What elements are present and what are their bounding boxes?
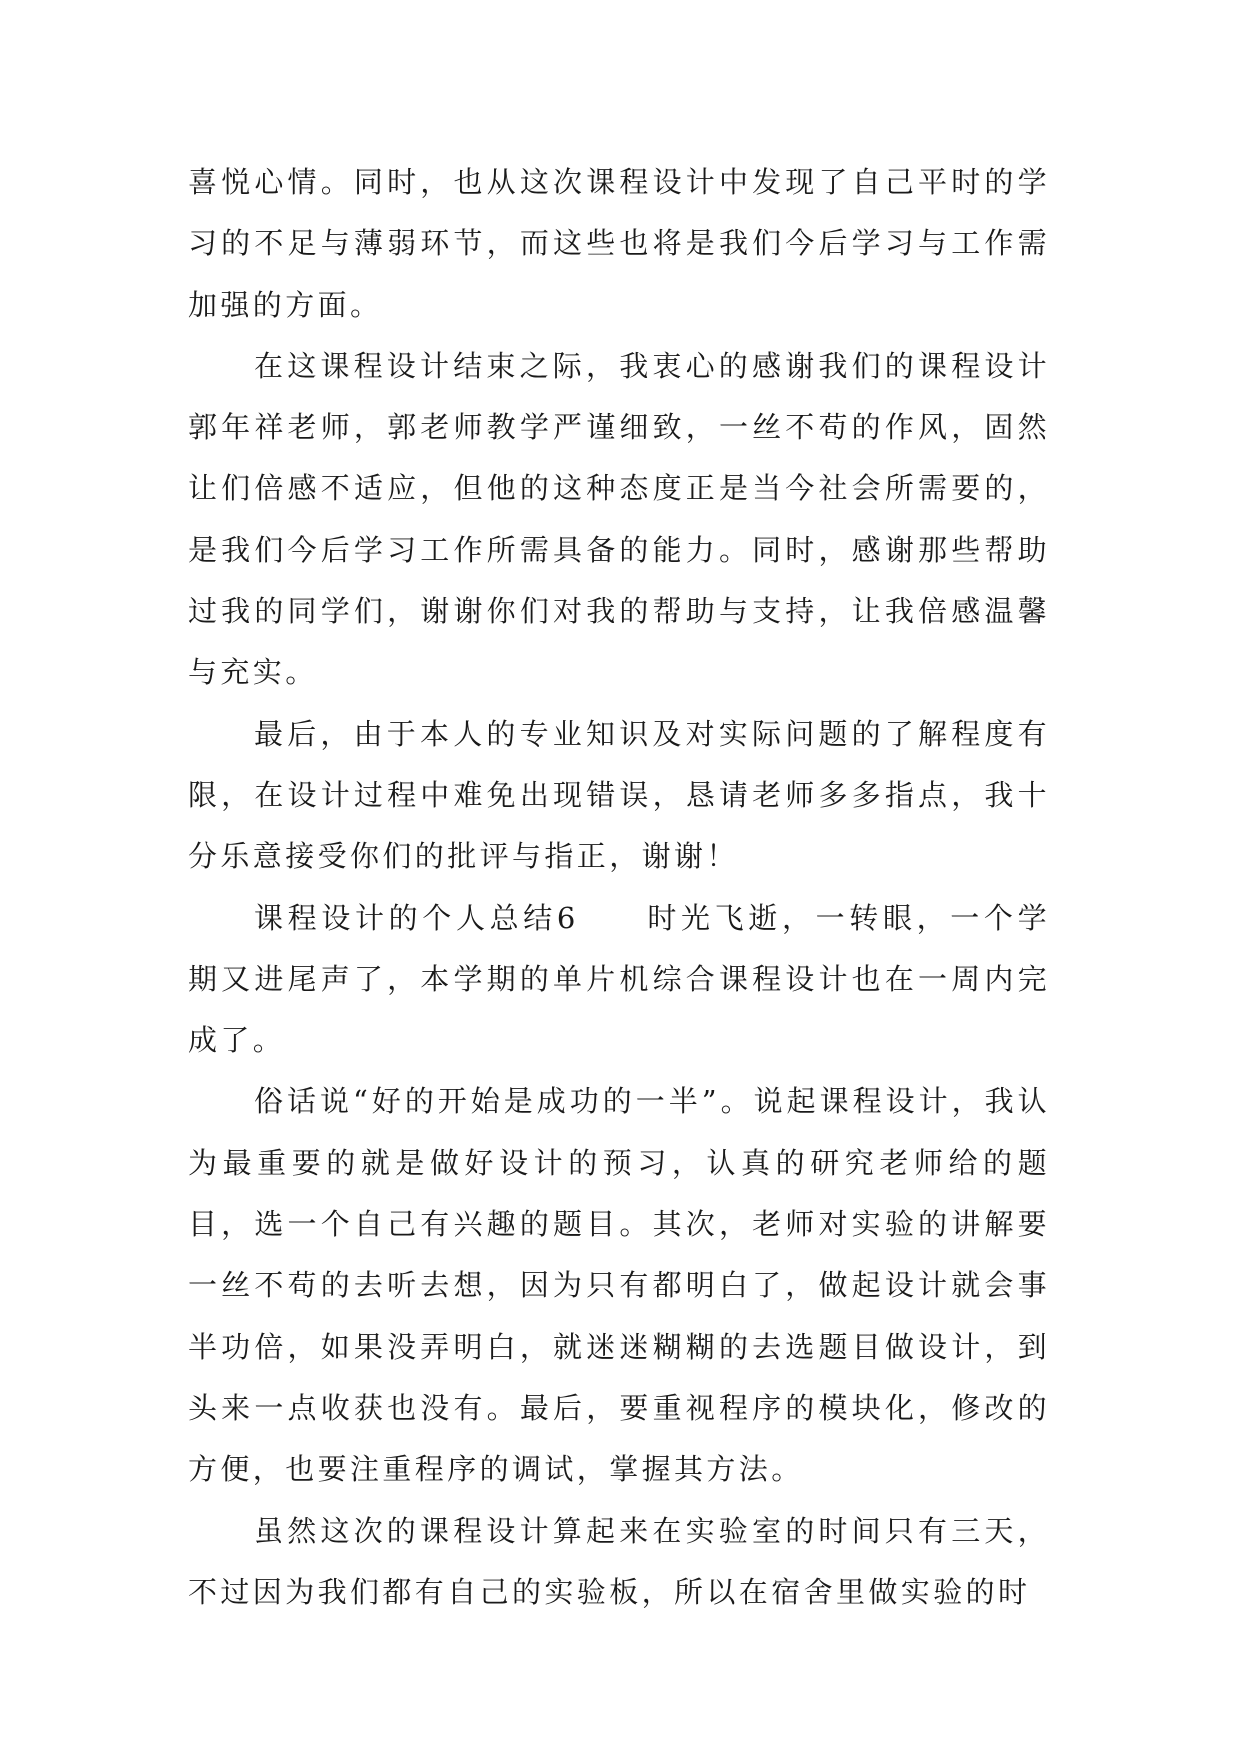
paragraph-proverb: 俗话说“好的开始是成功的一半”。说起课程设计，我认为最重要的就是做好设计的预习，认真的研究老师给的题目，选一个自己有兴趣的题目。其次，老师对实验的讲解要一丝不苟的去听去想，因为只有都明白了，做起设计就会事半功倍，如果没弄明白，就迷迷糊糊的去选题目做设计，到头来一点收获也没有。最后，要重视程序的模块化，修改的方便，也要注重程序的调试，掌握其方法。 [188, 1084, 1050, 1487]
document-body [188, 152, 1050, 1623]
paragraph-continued: 喜悦心情。同时，也从这次课程设计中发现了自己平时的学习的不足与薄弱环节，而这些也将是我们今后学习与工作需加强的方面。 [188, 165, 1050, 322]
paragraph-closing: 最后，由于本人的专业知识及对实际问题的了解程度有限，在设计过程中难免出现错误，恳请老师多多指点，我十分乐意接受你们的批评与指正，谢谢！ [188, 716, 1050, 874]
paragraph-lab-time: 虽然这次的课程设计算起来在实验室的时间只有三天，不过因为我们都有自己的实验板，所以在宿舍里做实验的时 [188, 1513, 1050, 1609]
paragraph-thanks: 在这课程设计结束之际，我衷心的感谢我们的课程设计郭年祥老师，郭老师教学严谨细致，一丝不苟的作风，固然让们倍感不适应，但他的这种态度正是当今社会所需要的，是我们今后学习工作所需具备的能力。同时，感谢那些帮助过我的同学们，谢谢你们对我的帮助与支持，让我倍感温馨与充实。 [188, 348, 1050, 690]
paragraph-summary-6-intro: 课程设计的个人总结6 时光飞逝，一转眼，一个学期又进尾声了，本学期的单片机综合课程设计也在一周内完成了。 [188, 900, 1050, 1058]
